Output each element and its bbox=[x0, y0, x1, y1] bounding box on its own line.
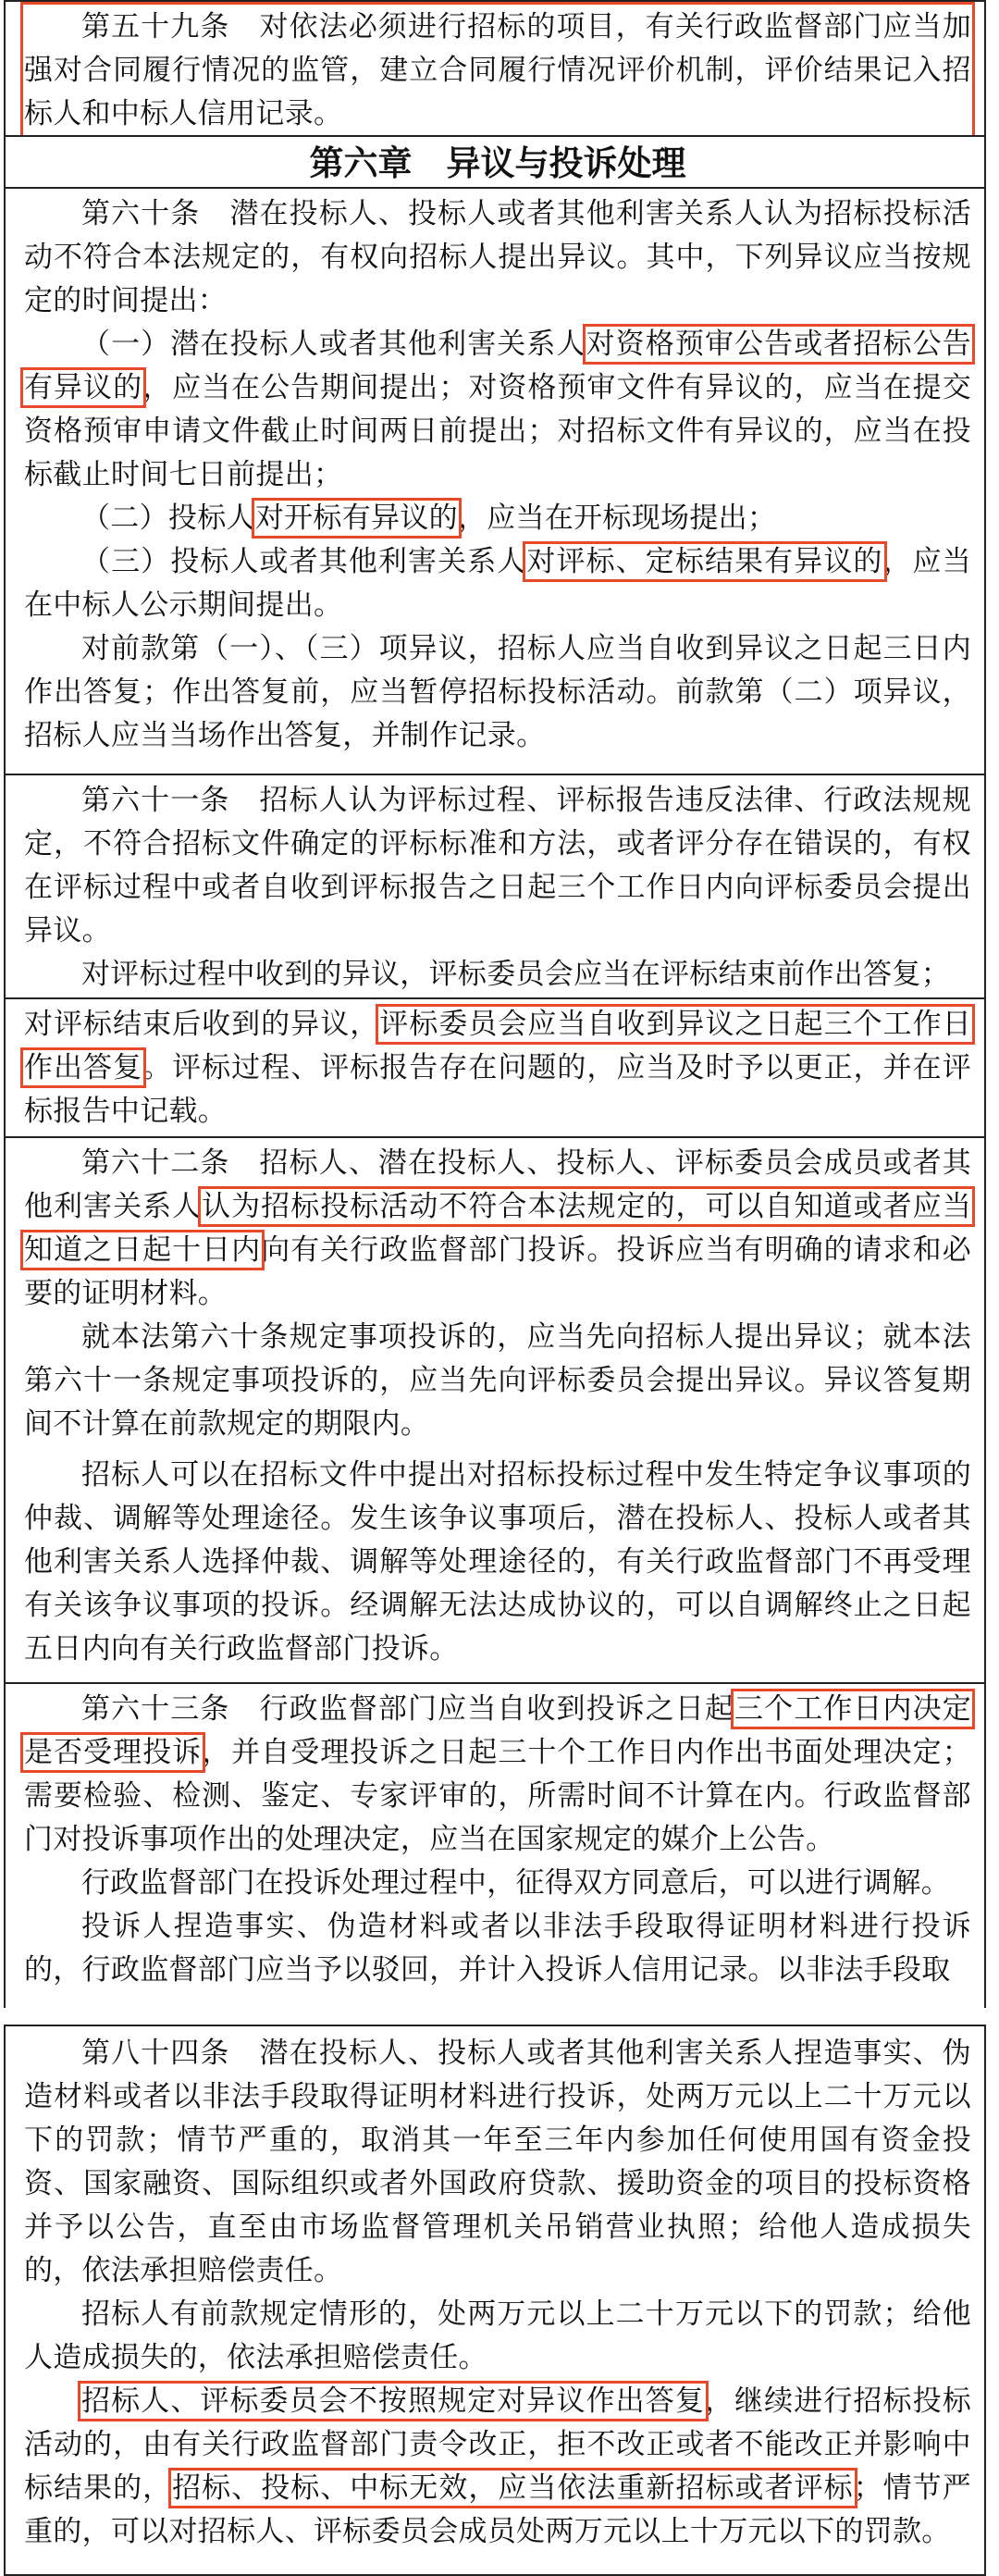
article-60-block bbox=[4, 189, 986, 775]
highlight-box: 对开标有异议的 bbox=[254, 502, 458, 535]
article-61-para-2: 对评标过程中收到的异议，评标委员会应当在评标结束前作出答复； bbox=[81, 958, 950, 991]
article-59-text: 第五十九条 对依法必须进行招标的项目，有关行政监督部门应当加强对合同履行情况的监管，建立合同履行情况评价机制，评价结果记入招标人和中标人信用记录。 bbox=[24, 6, 971, 136]
article-63-block bbox=[4, 1684, 986, 2008]
highlight-box: 招标人、评标委员会不按照规定对异议作出答复 bbox=[81, 2384, 705, 2418]
page-gap bbox=[0, 2008, 999, 2025]
highlight-box: 三个工作日内决定是否受理投诉 bbox=[24, 1692, 971, 1769]
article-62-para-3: 招标人可以在招标文件中提出对招标投标过程中发生特定争议事项的仲裁、调解等处理途径。发生该争议事项后，潜在投标人、投标人或者其他利害关系人选择仲裁、调解等处理途径的，有关行政监督部门不再受理有关该争议事项的投诉。经调解无法达成协议的，可以自调解终止之日起五日内向有关行政监督部门投诉。 bbox=[24, 1458, 971, 1666]
article-62-para-2: 就本法第六十条规定事项投诉的，应当先向招标人提出异议；就本法第六十一条规定事项投诉的，应当先向评标委员会提出异议。异议答复期间不计算在前款规定的期限内。 bbox=[24, 1320, 971, 1441]
article-63-para-2: 行政监督部门在投诉处理过程中，征得双方同意后，可以进行调解。 bbox=[81, 1866, 950, 1900]
highlight-box: 对评标、定标结果有异议的 bbox=[526, 545, 883, 578]
article-84-para-3: 招标人、评标委员会不按照规定对异议作出答复，继续进行招标投标活动的，由有关行政监督部门责令改正，拒不改正或者不能改正并影响中标结果的，招标、投标、中标无效，应当依法重新招标或者评标；情节严重的，可以对招标人、评标委员会成员处两万元以上十万元以下的罚款。 bbox=[24, 2384, 972, 2548]
article-60-item-3: （三）投标人或者其他利害关系人对评标、定标结果有异议的，应当在中标人公示期间提出。 bbox=[24, 545, 971, 622]
article-84-block bbox=[4, 2025, 986, 2576]
article-62-para-1: 第六十二条 招标人、潜在投标人、投标人、评标委员会成员或者其他利害关系人认为招标投标活动不符合本法规定的，可以自知道或者应当知道之日起十日内向有关行政监督部门投诉。投诉应当有明确的请求和必要的证明材料。 bbox=[24, 1146, 971, 1310]
chapter-title: 第六章 异议与投诉处理 bbox=[309, 143, 686, 183]
highlight-box: 招标、投标、中标无效，应当依法重新招标或者评标 bbox=[172, 2471, 854, 2505]
article-60-item-2: （二）投标人对开标有异议的，应当在开标现场提出； bbox=[81, 502, 777, 535]
highlight-box: 认为招标投标活动不符合本法规定的，可以自知道或者应当知道之日起十日内 bbox=[24, 1190, 971, 1267]
article-61-para-3: 对评标结束后收到的异议，评标委员会应当自收到异议之日起三个工作日作出答复。评标过程、评标报告存在问题的，应当及时予以更正，并在评标报告中记载。 bbox=[24, 1008, 972, 1128]
article-63-para-3: 投诉人捏造事实、伪造材料或者以非法手段取得证明材料进行投诉的，行政监督部门应当予以驳回，并计入投诉人信用记录。以非法手段取 bbox=[24, 1910, 971, 1987]
highlight-box: 对资格预审公告或者招标公告有异议的 bbox=[24, 328, 971, 404]
article-62-block bbox=[4, 1138, 986, 1684]
chapter-6-header bbox=[4, 137, 986, 189]
article-60-para-2: 对前款第（一）、（三）项异议，招标人应当自收到异议之日起三日内作出答复；作出答复前，应当暂停招标投标活动。前款第（二）项异议，招标人应当当场作出答复，并制作记录。 bbox=[24, 632, 971, 752]
article-61-para-1: 第六十一条 招标人认为评标过程、评标报告违反法律、行政法规规定，不符合招标文件确定的评标标准和方法，或者评分存在错误的，有权在评标过程中或者自收到评标报告之日起三个工作日内向评标委员会提出异议。 bbox=[24, 784, 971, 947]
article-63-para-1: 第六十三条 行政监督部门应当自收到投诉之日起三个工作日内决定是否受理投诉，并自受理投诉之日起三十个工作日内作出书面处理决定；需要检验、检测、鉴定、专家评审的，所需时间不计算在内。行政监督部门对投诉事项作出的处理决定，应当在国家规定的媒介上公告。 bbox=[24, 1692, 971, 1856]
highlight-box: 评标委员会应当自收到异议之日起三个工作日作出答复 bbox=[24, 1008, 972, 1084]
article-61-block-continued bbox=[4, 999, 986, 1138]
article-59-block bbox=[4, 0, 986, 137]
article-84-para-1: 第八十四条 潜在投标人、投标人或者其他利害关系人捏造事实、伪造材料或者以非法手段取得证明材料进行投诉，处两万元以上二十万元以下的罚款；情节严重的，取消其一年至三年内参加任何使用国有资金投资、国家融资、国际组织或者外国政府贷款、援助资金的项目的投标资格并予以公告，直至由市场监督管理机关吊销营业执照；给他人造成损失的，依法承担赔偿责任。 bbox=[24, 2037, 971, 2287]
article-61-block bbox=[4, 775, 986, 999]
article-60-para-1: 第六十条 潜在投标人、投标人或者其他利害关系人认为招标投标活动不符合本法规定的，有权向招标人提出异议。其中，下列异议应当按规定的时间提出： bbox=[24, 197, 971, 317]
article-84-para-2: 招标人有前款规定情形的，处两万元以上二十万元以下的罚款；给他人造成损失的，依法承担赔偿责任。 bbox=[24, 2297, 971, 2374]
article-60-item-1: （一）潜在投标人或者其他利害关系人对资格预审公告或者招标公告有异议的，应当在公告期间提出；对资格预审文件有异议的，应当在提交资格预审申请文件截止时间两日前提出；对招标文件有异议的，应当在投标截止时间七日前提出； bbox=[24, 328, 971, 491]
